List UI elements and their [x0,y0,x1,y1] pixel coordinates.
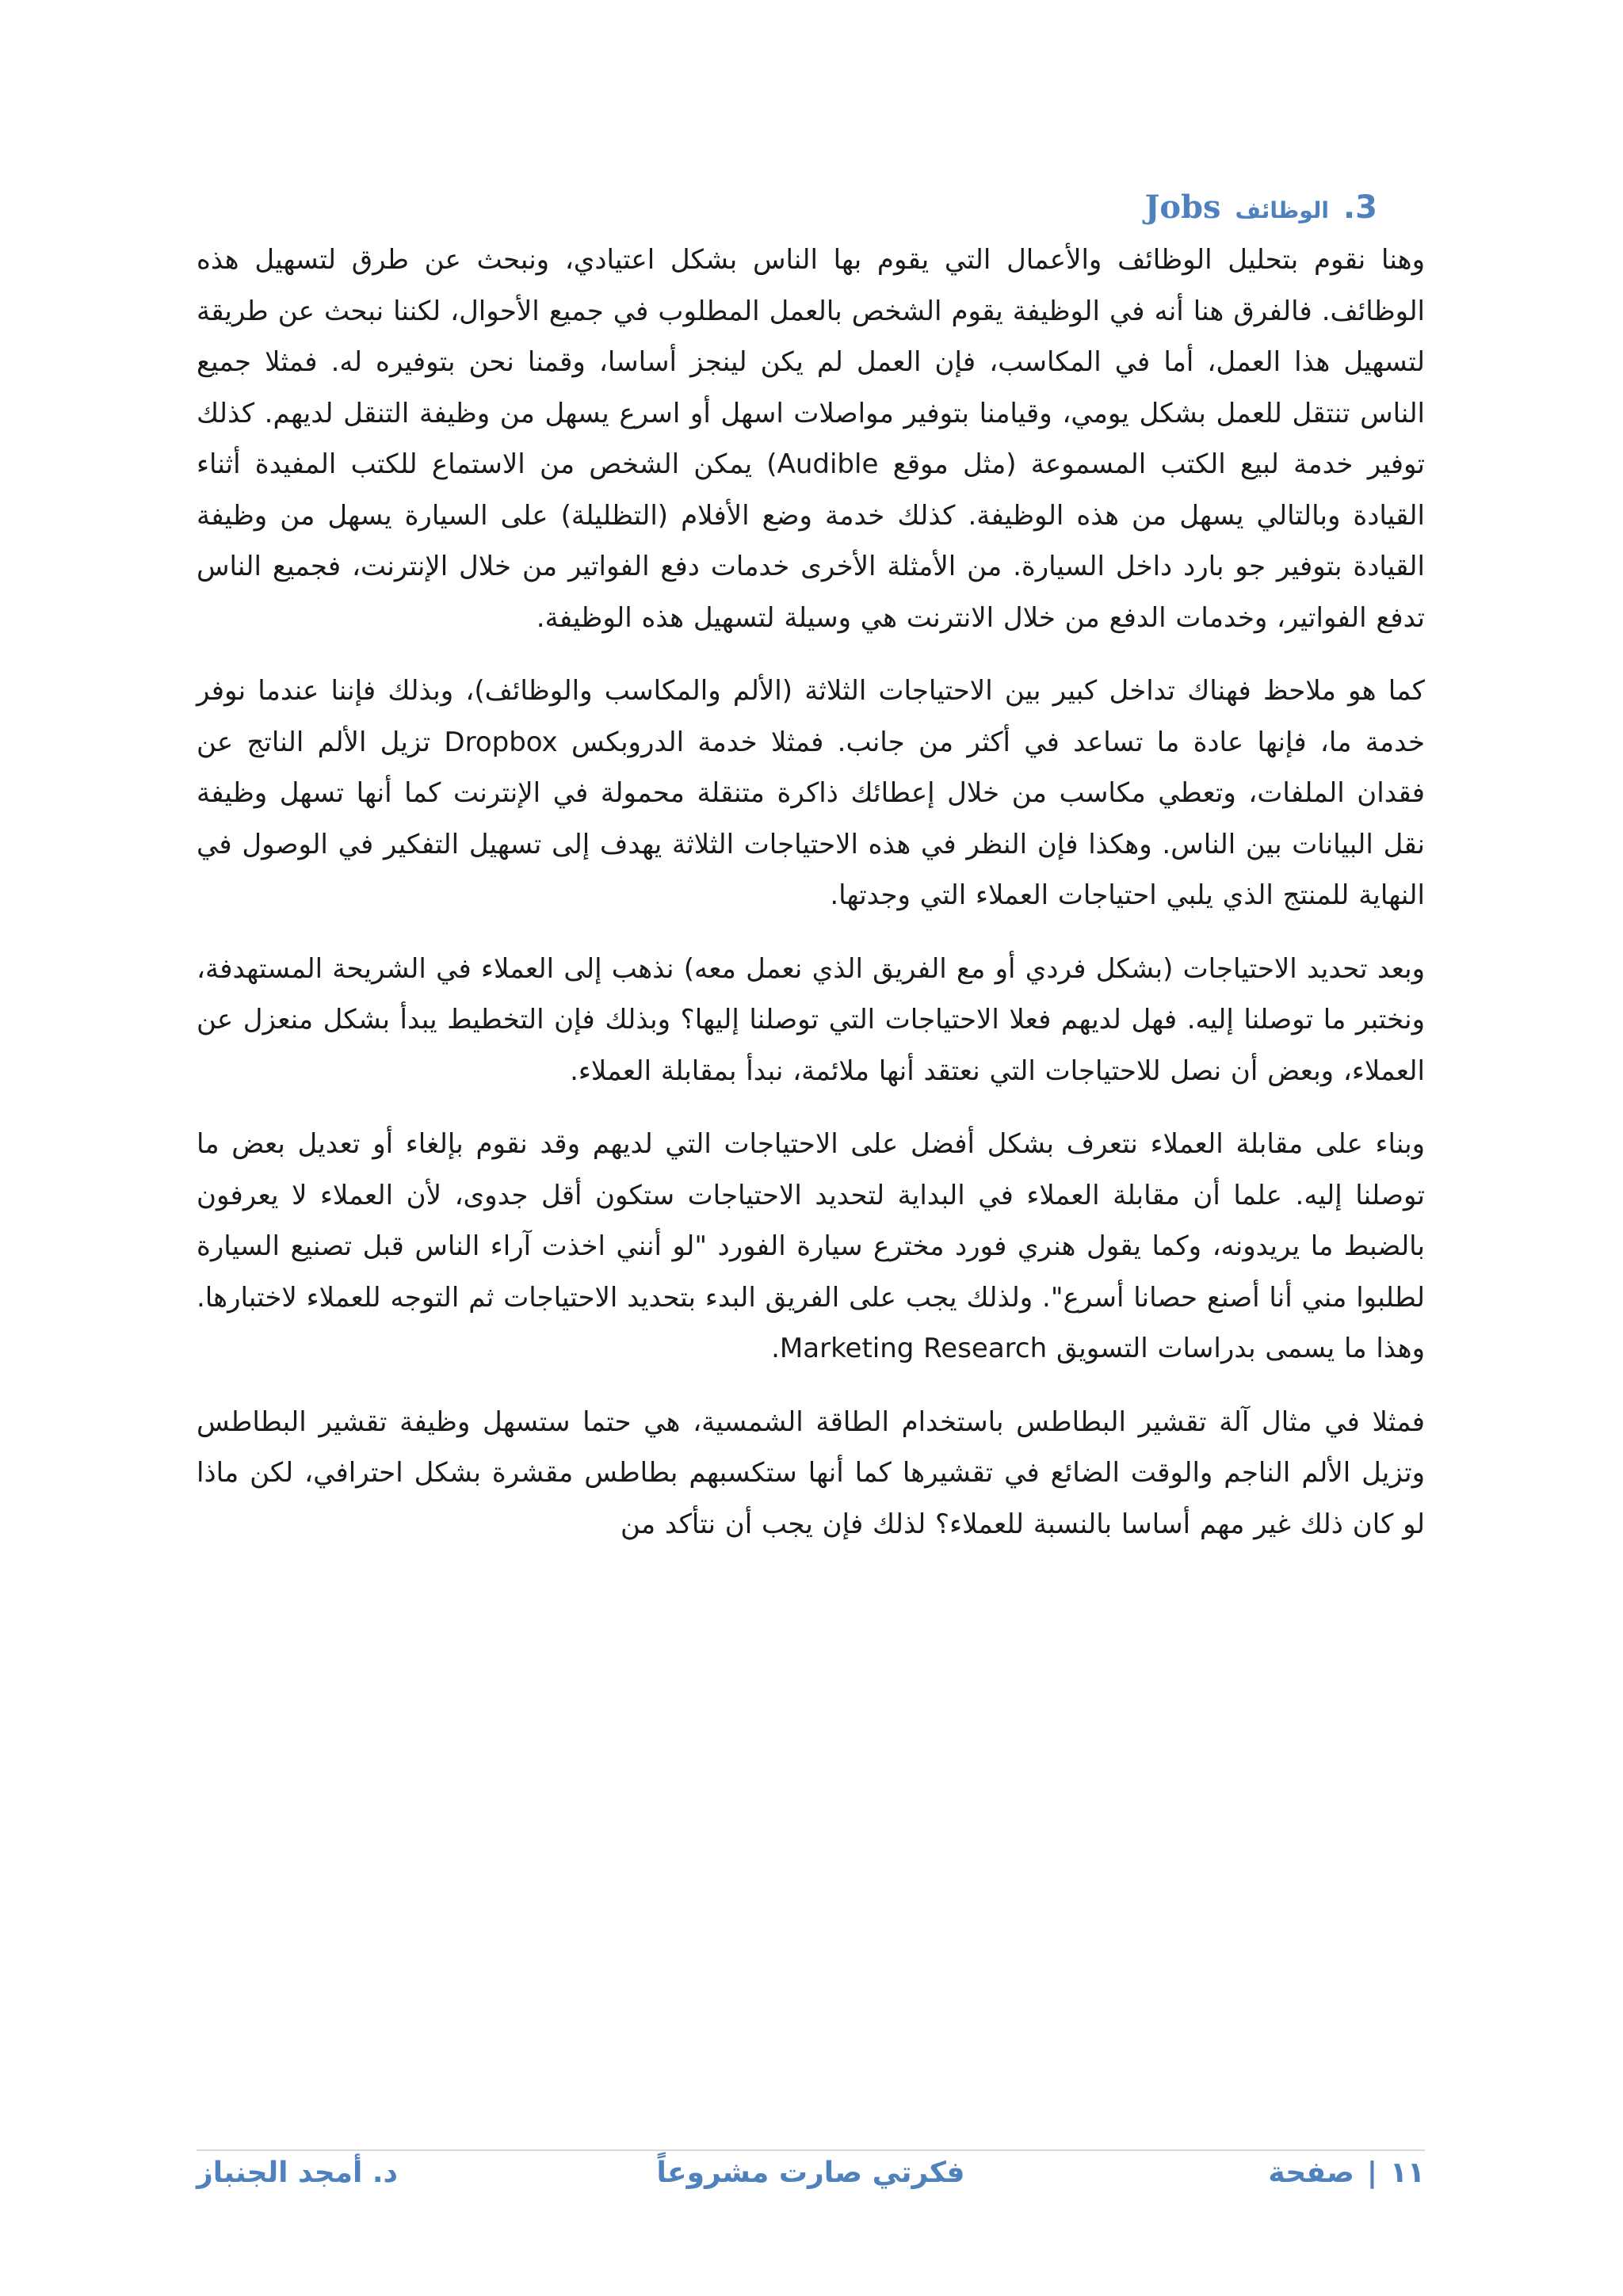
page-label: صفحة [1268,2157,1354,2189]
paragraph-needs-overlap: كما هو ملاحظ فهناك تداخل كبير بين الاحتياجات الثلاثة (الألم والمكاسب والوظائف)، وبذلك فإننا عندما نوفر خدمة ما، فإنها عادة ما تساعد في أكثر من جانب. فمثلا خدمة الدروبكس Dropbox تزيل الألم الناتج عن فقدان الملفات، وتعطي مكاسب من خلال إعطائك ذاكرة متنقلة محمولة في الإنترنت كما أنها تسهل وظيفة نقل البيانات بين الناس. وهكذا فإن النظر في هذه الاحتياجات الثلاثة يهدف إلى تسهيل التفكير في الوصول في النهاية للمنتج الذي يلبي احتياجات العملاء التي وجدتها. [197,675,1425,911]
footer-divider [197,2149,1425,2151]
page-footer [197,2157,1425,2204]
page-number: ١١ [1390,2157,1425,2189]
section-title-arabic: الوظائف [1235,197,1329,223]
paragraph-customer-testing: وبعد تحديد الاحتياجات (بشكل فردي أو مع الفريق الذي نعمل معه) نذهب إلى العملاء في الشريحة المستهدفة، ونختبر ما توصلنا إليه. فهل لديهم فعلا الاحتياجات التي توصلنا إليها؟ وبذلك فإن التخطيط يبدأ بشكل منعزل عن العملاء، وبعض أن نصل للاحتياجات التي نعتقد أنها ملائمة، نبدأ بمقابلة العملاء. [197,952,1425,1087]
paragraph-jobs-intro: وهنا نقوم بتحليل الوظائف والأعمال التي يقوم بها الناس بشكل اعتيادي، ونبحث عن طرق لتسهيل هذه الوظائف. فالفرق هنا أنه في الوظيفة يقوم الشخص بالعمل المطلوب في جميع الأحوال، لكننا نبحث عن طريقة لتسهيل هذا العمل، أما في المكاسب، فإن العمل لم يكن لينجز أساسا، وقمنا نحن بتوفيره له. فمثلا جميع الناس تنتقل للعمل بشكل يومي، وقيامنا بتوفير مواصلات اسهل أو اسرع يسهل من وظيفة التنقل لديهم. كذلك توفير خدمة لبيع الكتب المسموعة (مثل موقع Audible) يمكن الشخص من الاستماع للكتب المفيدة أثناء القيادة وبالتالي يسهل من هذه الوظيفة. كذلك خدمة وضع الأفلام (التظليلة) على السيارة يسهل من وظيفة القيادة بتوفير جو بارد داخل السيارة. من الأمثلة الأخرى خدمات دفع الفواتير من خلال الإنترنت، فجميع الناس تدفع الفواتير، وخدمات الدفع من خلال الانترنت هي وسيلة لتسهيل هذه الوظيفة. [197,244,1425,634]
paragraph-customer-interviews: وبناء على مقابلة العملاء نتعرف بشكل أفضل على الاحتياجات التي لديهم وقد نقوم بإلغاء أو تعديل بعض ما توصلنا إليه. علما أن مقابلة العملاء في البداية لتحديد الاحتياجات ستكون أقل جدوى، لأن العملاء لا يعرفون بالضبط ما يريدونه، وكما يقول هنري فورد مخترع سيارة الفورد "لو أنني اخذت آراء الناس قبل تصنيع السيارة لطلبوا مني أنا أصنع حصانا أسرع". ولذلك يجب على الفريق البدء بتحديد الاحتياجات ثم التوجه للعملاء لاختبارها. وهذا ما يسمى بدراسات التسويق Marketing Research. [197,1128,1425,1364]
page-number-block [1268,2157,1425,2189]
footer-author: د. أمجد الجنباز [197,2157,399,2189]
page-content [197,189,1425,1572]
footer-book-title: فكرتي صارت مشروعاً [656,2157,965,2189]
section-number: 3. [1342,189,1377,226]
section-heading [197,189,1425,235]
paragraph-potato-example: فمثلا في مثال آلة تقشير البطاطس باستخدام الطاقة الشمسية، هي حتما ستسهل وظيفة تقشير البطاطس وتزيل الألم الناجم والوقت الضائع في تقشيرها كما أنها ستكسبهم بطاطس مقشرة بشكل احترافي، لكن ماذا لو كان ذلك غير مهم أساسا بالنسبة للعملاء؟ لذلك فإن يجب أن نتأكد من [197,1405,1425,1540]
footer-separator: | [1366,2157,1378,2189]
section-title-english: Jobs [1144,189,1221,226]
